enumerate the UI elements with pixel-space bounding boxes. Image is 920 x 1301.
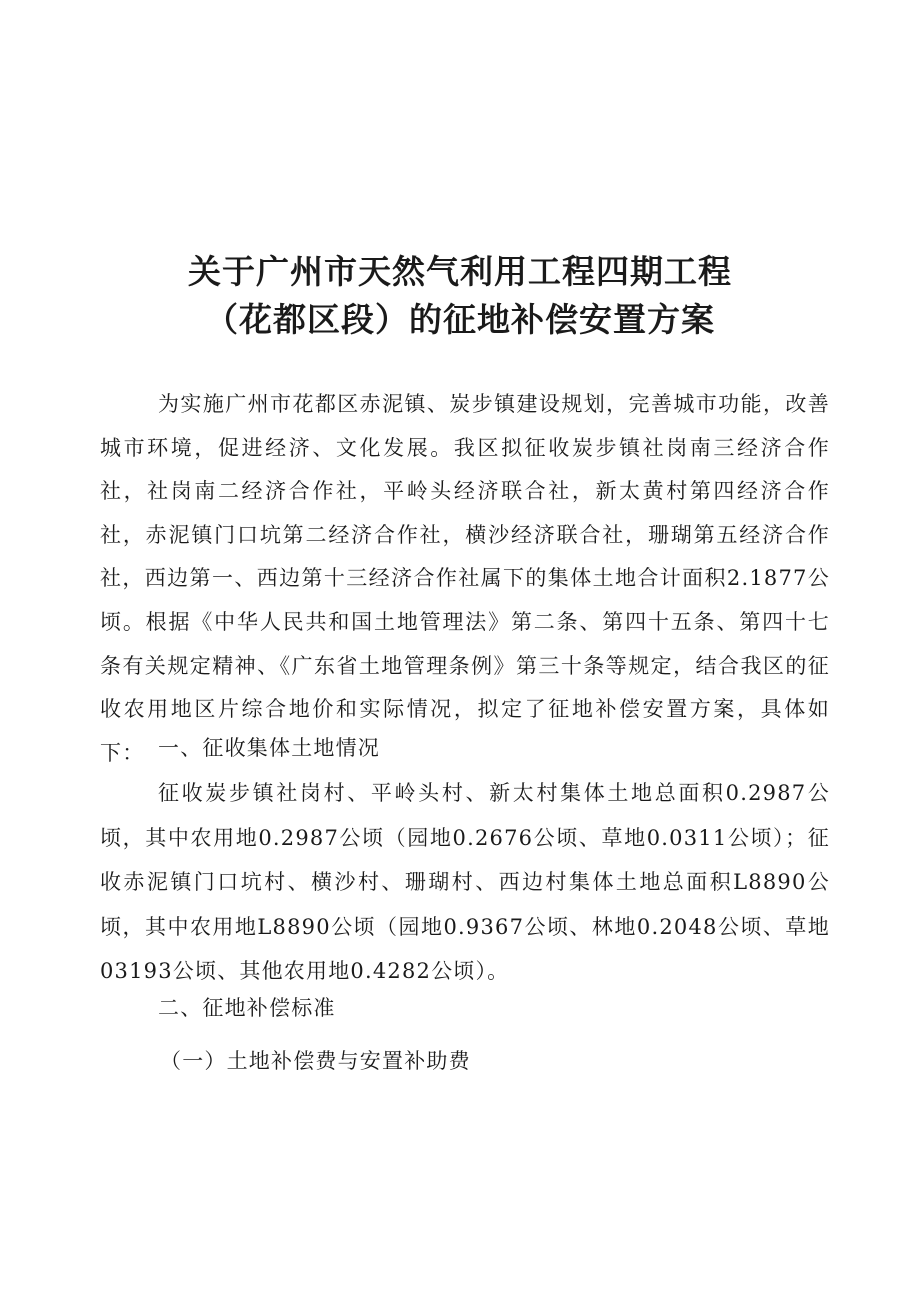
document-title-line2: （花都区段）的征地补偿安置方案 bbox=[205, 300, 715, 339]
land-situation-paragraph: 征收炭步镇社岗村、平岭头村、新太村集体土地总面积0.2987公顷，其中农用地0.2987公顷（园地0.2676公顷、草地0.0311公顷）；征收赤泥镇门口坑村、横沙村、珊瑚村、西边村集体土地总面积L8890公顷，其中农用地L8890公顷（园地0.9367公顷、林地0.2048公顷、草地03193公顷、其他农用地0.4282公顷）。 bbox=[100, 781, 830, 983]
section-heading-2: 二、征地补偿标准 bbox=[158, 996, 336, 1020]
document-title-line1: 关于广州市天然气利用工程四期工程 bbox=[188, 252, 732, 291]
section-heading-1: 一、征收集体土地情况 bbox=[158, 736, 380, 760]
intro-paragraph: 为实施广州市花都区赤泥镇、炭步镇建设规划，完善城市功能，改善城市环境，促进经济、文化发展。我区拟征收炭步镇社岗南三经济合作社，社岗南二经济合作社，平岭头经济联合社，新太黄村第四经济合作社，赤泥镇门口坑第二经济合作社，横沙经济联合社，珊瑚第五经济合作社，西边第一、西边第十三经济合作社属下的集体土地合计面积2.1877公顷。根据《中华人民共和国土地管理法》第二条、第四十五条、第四十七条有关规定精神、《广东省土地管理条例》第三十条等规定，结合我区的征收农用地区片综合地价和实际情况，拟定了征地补偿安置方案，具体如下： bbox=[100, 392, 830, 765]
subsection-heading-1: （一）土地补偿费与安置补助费 bbox=[160, 1049, 471, 1073]
